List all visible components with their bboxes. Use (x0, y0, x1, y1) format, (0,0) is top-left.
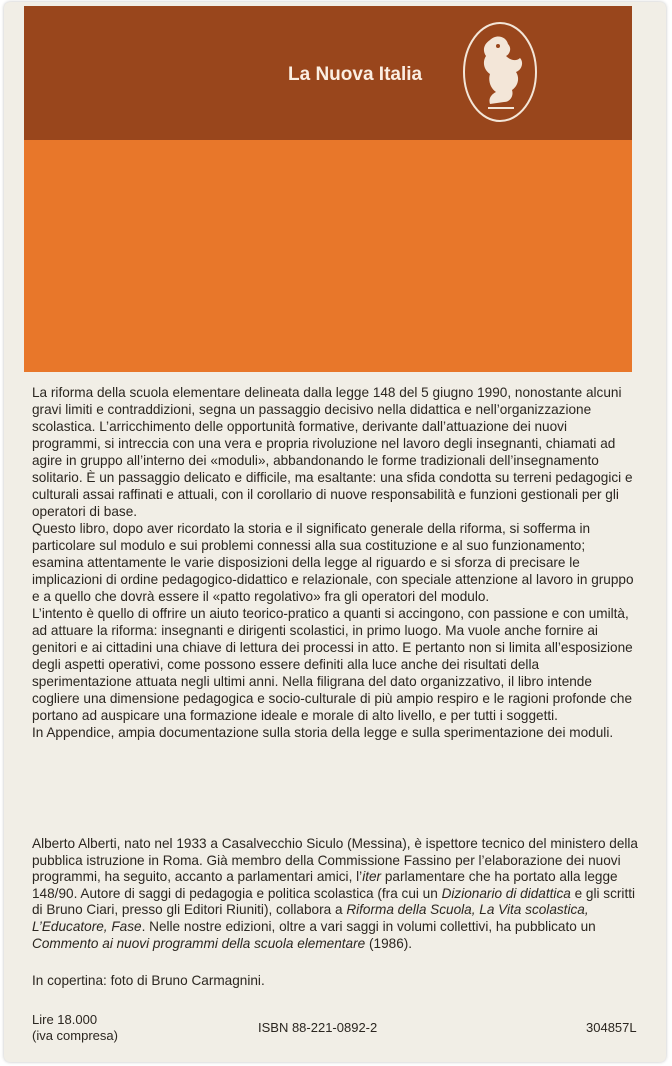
cover-photo-credit: In copertina: foto di Bruno Carmagnini. (32, 973, 265, 988)
book-description (32, 384, 638, 741)
isbn: ISBN 88-221-0892-2 (258, 1020, 378, 1035)
vat-note: (iva compresa) (32, 1028, 118, 1043)
author-bio (32, 836, 638, 952)
bio-text: (1986). (365, 935, 413, 951)
bio-text: . Nelle nostre edizioni, oltre a vari saggi in volumi collettivi, ha pubblicato un (141, 918, 596, 934)
description-paragraph: In Appendice, ampia documentazione sulla storia della legge e sulla sperimentazione dei moduli. (32, 725, 614, 740)
catalog-code: 304857L (586, 1020, 637, 1035)
description-paragraph: L’intento è quello di offrire un aiuto teorico-pratico a quanti si accingono, con passione e con umiltà, ad attuare la riforma: insegnanti e dirigenti scolastici, in primo luogo. Ma vuole anche fornire ai genitori e ai cittadini una chiave di lettura dei processi in atto. E pertanto non si limita all’esposizione degli aspetti operativi, come possono essere definiti alla luce anche dei risultati della sperimentazione attuata negli ultimi anni. Nella filigrana del dato organizzativo, il libro intende cogliere una dimensione pedagogica e socio-culturale di più ampio respiro e le ragioni profonde che portano ad auspicare una formazione ideale e morale di alto livello, e per tutti i soggetti. (32, 606, 633, 723)
bio-text: parlamentare che ha portato alla legge 148/90. Autore di saggi di pedagogia e politica scolastica (fra cui un (32, 869, 618, 901)
orange-band (24, 140, 632, 372)
bio-italic-journals: Riforma della Scuola, La Vita scolastica, L’Educatore, Fase (32, 902, 589, 934)
lion-emblem-icon (460, 20, 540, 124)
bio-text: e gli scritti di Bruno Ciari, presso gli Editori Riuniti), collabora a (32, 885, 636, 918)
bio-italic-iter: iter (362, 869, 382, 885)
bio-text: Alberto Alberti, nato nel 1933 a Casalvecchio Siculo (Messina), è ispettore tecnico del ministero della pubblica istruzione in Roma. Già membro della Commissione Fassino per l’elaborazione dei nuovi programmi, ha seguito, accanto a parlamentari amici, l’ (32, 836, 638, 885)
description-paragraph: La riforma della scuola elementare delineata dalla legge 148 del 5 giugno 1990, nonostante alcuni gravi limiti e contraddizioni, segna un passaggio decisivo nella didattica e nell’organizzazione scolastica. L’arricchimento delle opportunità formative, derivante dall’attuazione dei nuovi programmi, si intreccia con una vera e propria rivoluzione nel lavoro degli insegnanti, chiamati ad agire in gruppo all’interno dei «moduli», abbandonando le forme tradizionali dell’insegnamento solitario. È un passaggio delicato e difficile, ma esaltante: una sfida condotta su terreni pedagogici e culturali assai raffinati e attuali, con il corollario di nuove responsabilità e funzioni gestionali per gli operatori di base. (32, 385, 633, 519)
publisher-name: La Nuova Italia (288, 64, 423, 85)
bio-italic-dizionario: Dizionario di didattica (441, 885, 571, 901)
price: Lire 18.000 (32, 1012, 98, 1027)
bio-italic-commento: Commento ai nuovi programmi della scuola elementare (32, 935, 366, 951)
description-paragraph: Questo libro, dopo aver ricordato la storia e il significato generale della riforma, si sofferma in particolare sul modulo e sui problemi connessi alla sua costituzione e al suo funzionamento; esamina attentamente le varie disposizioni della legge al riguardo e si sforza di precisare le implicazioni di ordine pedagogico-didattico e relazionale, con speciale attenzione al lavoro in gruppo e a quello che dovrà essere il «patto regolativo» fra gli operatori del modulo. (32, 521, 634, 604)
price-block (32, 1012, 118, 1044)
